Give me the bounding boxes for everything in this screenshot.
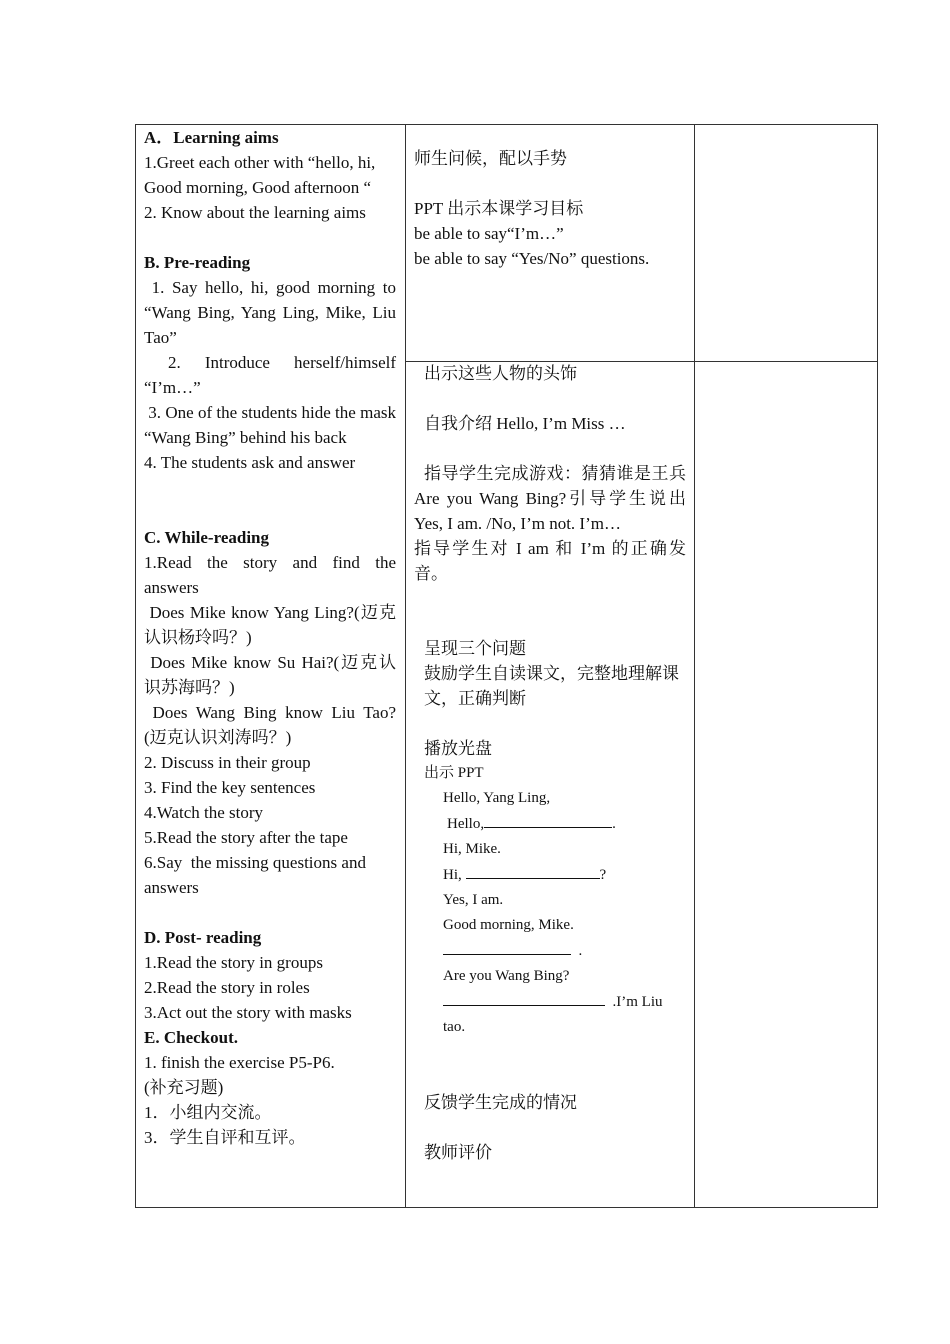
column-divider-1 [405,124,406,1208]
section-d-title: D. Post- reading [144,928,262,947]
ppt-aims-note: PPT 出示本课学习目标 [414,199,584,218]
while-reading-5: 5.Read the story after the tape [144,828,348,847]
dialogue-line: Hello, . [414,811,686,837]
while-reading-2: 2. Discuss in their group [144,753,311,772]
aim-2: 2. Know about the learning aims [144,203,366,222]
post-reading-1: 1.Read the story in groups [144,953,323,972]
ppt-dialogue [414,761,686,1040]
pronunciation-note: 指导学生对 I am 和 I’m 的正确发音。 [414,539,686,583]
dialogue-line: Hi, ? [414,862,686,888]
dialogue-line: Hello, Yang Ling, [443,790,551,806]
dialogue-line: Are you Wang Bing? [443,968,570,984]
learning-steps-column [144,125,401,1150]
play-disc-note: 播放光盘 [424,739,492,758]
section-e-title: E. Checkout. [144,1028,238,1047]
three-questions-note: 呈现三个问题 [424,639,526,658]
show-masks-note: 出示这些人物的头饰 [424,364,577,383]
dialogue-line: . [414,938,686,964]
question-2: Does Mike know Su Hai?(迈克认识苏海吗？) [144,653,397,697]
checkout-3: 1．小组内交流。 [144,1103,272,1122]
feedback-note: 反馈学生完成的情况 [424,1093,577,1112]
guessing-game-note: 指导学生完成游戏：猜猜谁是王兵 Are you Wang Bing?引导学生说出 Yes, I am. /No, I’m not. I’m… [414,464,686,533]
question-3: Does Wang Bing know Liu Tao? (迈克认识刘涛吗？) [144,703,401,747]
ppt-label: 出示 PPT [424,765,484,781]
answer-blank [443,989,605,1006]
aim-im: be able to say“I’m…” [414,224,564,243]
answer-blank [466,862,600,879]
dialogue-line: Good morning, Mike. [443,917,574,933]
checkout-2: (补充习题) [144,1078,224,1097]
pre-reading-4: 4. The students ask and answer [144,453,356,472]
section-c-title: C. While-reading [144,528,269,547]
post-reading-3: 3.Act out the story with masks [144,1003,352,1022]
checkout-4: 3．学生自评和互评。 [144,1128,306,1147]
pre-reading-3: 3. One of the students hide the mask “Wang Bing” behind his back [144,403,401,447]
while-reading-4: 4.Watch the story [144,803,264,822]
evaluation-note: 教师评价 [424,1143,492,1162]
self-intro-note: 自我介绍 Hello, I’m Miss … [424,414,626,433]
while-reading-1: 1.Read the story and find the answers [144,553,396,597]
post-reading-2: 2.Read the story in roles [144,978,310,997]
teacher-activity-top [414,146,686,271]
dialogue-line: Hi, Mike. [443,841,501,857]
teacher-activity-bottom [414,361,686,1165]
dialogue-line: .I’m Liu [414,989,686,1015]
while-reading-3: 3. Find the key sentences [144,778,316,797]
question-1: Does Mike know Yang Ling?(迈克认识杨玲吗？) [144,603,397,647]
column-divider-2 [694,124,695,1208]
checkout-1: 1. finish the exercise P5-P6. [144,1053,335,1072]
section-a-title: A．Learning aims [144,128,279,147]
aim-yes-no: be able to say “Yes/No” questions. [414,249,650,268]
section-b-title: B. Pre-reading [144,253,251,272]
dialogue-line: tao. [443,1019,466,1035]
answer-blank [443,938,571,955]
while-reading-6: 6.Say the missing questions and answers [144,853,371,897]
dialogue-line: Yes, I am. [443,892,504,908]
answer-blank [484,811,612,828]
self-reading-note: 鼓励学生自读课文，完整地理解课文，正确判断 [424,664,679,708]
greeting-note: 师生问候，配以手势 [414,149,567,168]
pre-reading-1: 1. Say hello, hi, good morning to “Wang Bing, Yang Ling, Mike, Liu Tao” [144,278,401,347]
aim-1: 1.Greet each other with “hello, hi, Good morning, Good afternoon “ [144,153,376,197]
pre-reading-2: 2. Introduce herself/himself “I’m…” [144,353,401,397]
